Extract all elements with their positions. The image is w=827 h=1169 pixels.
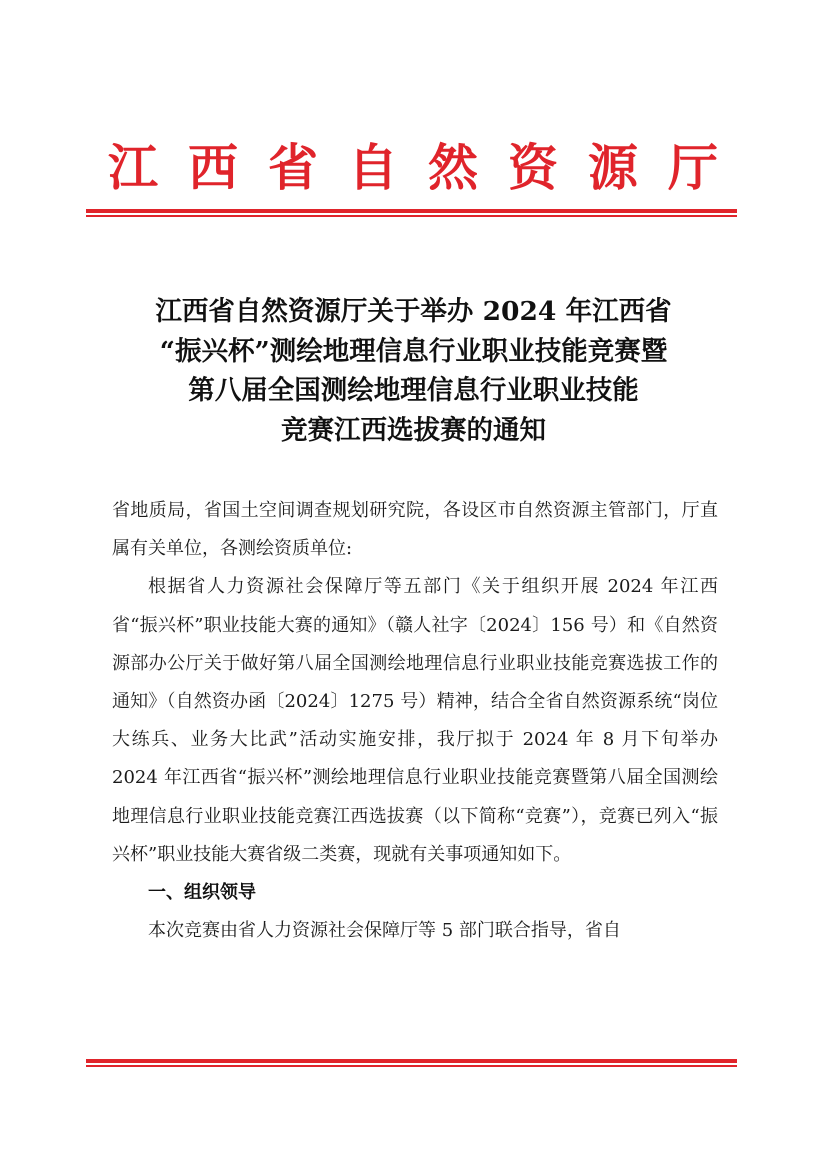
divider-thin-line [86,215,737,217]
title-line: 江西省自然资源厅关于举办 2024 年江西省 [155,296,672,327]
document-body [112,492,718,950]
title-line: “振兴杯”测绘地理信息行业职业技能竞赛暨 [159,335,668,367]
title-line: 竞赛江西选拔赛的通知 [281,414,546,446]
title-line: 第八届全国测绘地理信息行业职业技能 [188,375,639,406]
letterhead-divider [86,209,737,217]
letterhead-char: 自 [348,138,398,197]
addressee-paragraph: 省地质局，省国土空间调查规划研究院，各设区市自然资源主管部门，厅直属有关单位，各测绘资质单位: [112,500,718,560]
body-paragraph: 根据省人力资源社会保障厅等五部门《关于组织开展 2024 年江西省“振兴杯”职业技能大赛的通知》（赣人社字〔2024〕156 号）和《自然资源部办公厅关于做好第八届全国测绘地理信息行业职业技能竞赛选拔工作的通知》（自然资办函〔2024〕1275 号）精神，结合全省自然资源系统“岗位大练兵、业务大比武”活动实施安排，我厅拟于 2024 年 8 月下旬举办 2024 年江西省“振兴杯”测绘地理信息行业职业技能竞赛暨第八届全国测绘地理信息行业职业技能竞赛江西选拔赛（以下简称“竞赛”），竞赛已列入“振兴杯”职业技能大赛省级二类赛，现就有关事项通知如下。 [112,576,718,865]
letterhead-char: 厅 [668,138,718,197]
footer-divider [86,1059,737,1067]
letterhead-title [108,138,718,198]
divider-thin-line [86,1065,737,1067]
section-heading: 一、组织领导 [148,882,256,904]
letterhead-char: 资 [508,138,558,197]
letterhead-char: 省 [268,138,318,197]
letterhead-char: 江 [108,138,158,197]
letterhead-char: 源 [588,138,638,197]
document-title [90,292,737,450]
body-paragraph: 本次竞赛由省人力资源社会保障厅等 5 部门联合指导，省自 [148,920,621,942]
letterhead-char: 西 [188,138,238,197]
letterhead-char: 然 [428,138,478,197]
